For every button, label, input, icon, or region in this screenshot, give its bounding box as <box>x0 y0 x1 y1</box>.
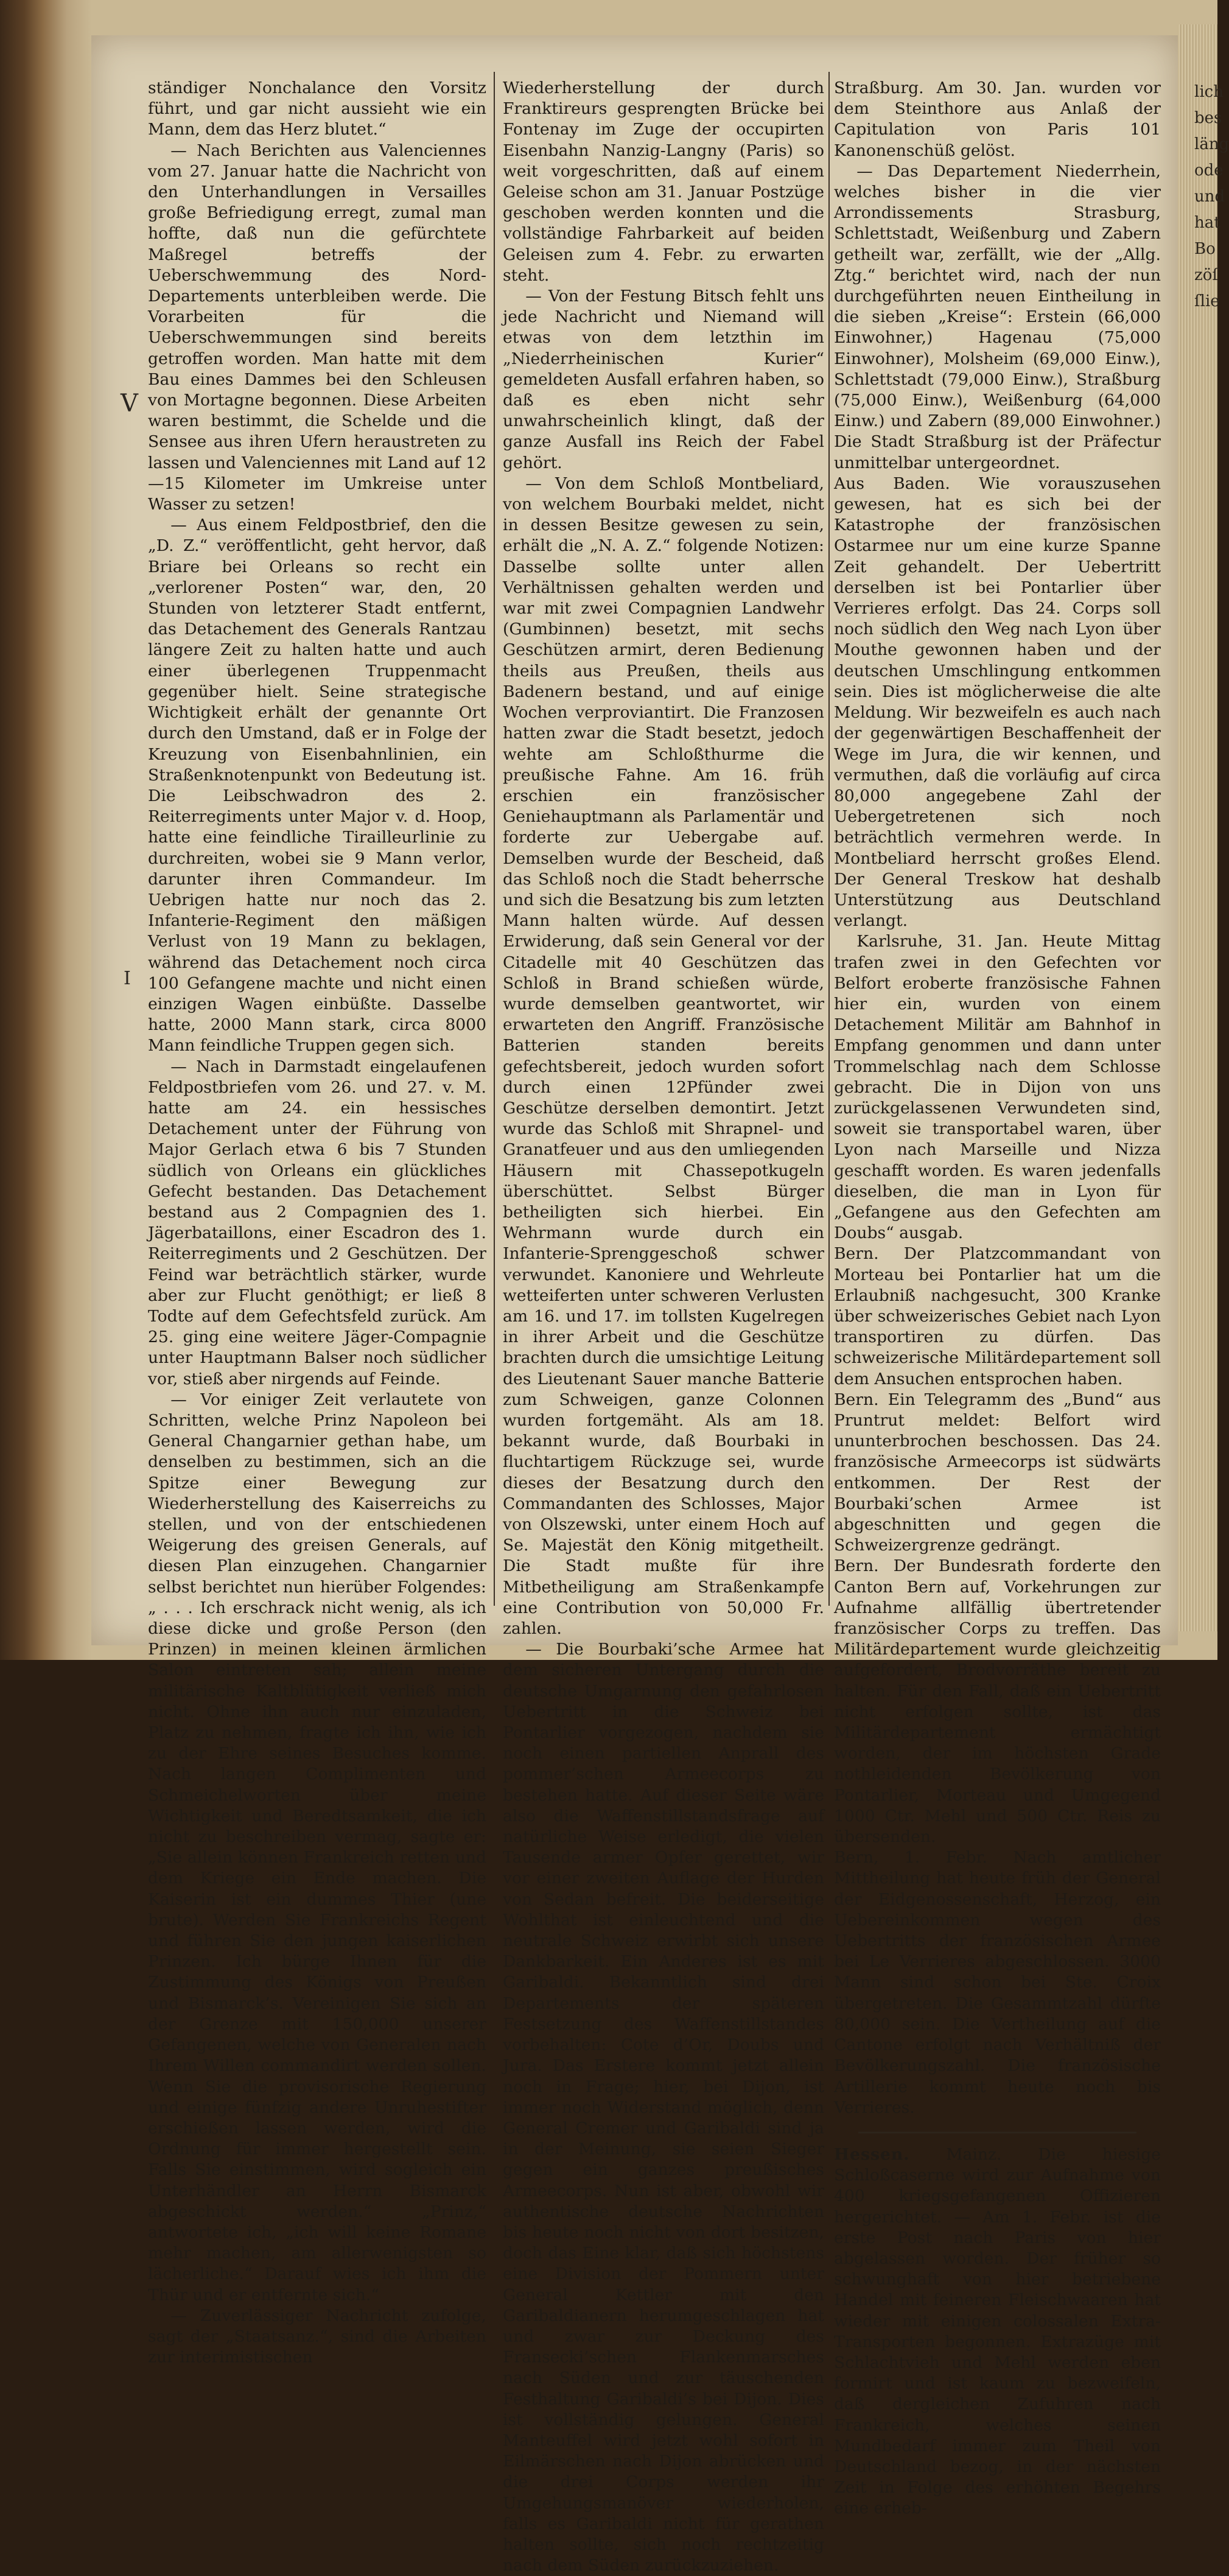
column3-paragraph-2: Aus Baden. Wie vorauszusehen gewesen, hat es sich bei der Katastrophe der französischen Ostarmee nur um eine kurze Spanne Zeit gehandelt. Der Uebertritt derselben ist bei Pontarlier über Verrieres erfolgt. Das 24. Corps soll noch südlich den Weg nach Lyon über Mouthe gewonnen haben und der deutschen Umschlingung entkommen sein. Dies ist möglicherweise die alte Meldung. Wir bezweifeln es auch nach der gegenwärtigen Beschaffenheit der Wege im Jura, die wir kennen, und vermuthen, daß die vorläufig auf circa 80,000 angegebene Zahl der Uebergetretenen sich noch beträchtlich vermehren werde. In Montbeliard herrscht großes Elend. Der General Treskow hat deshalb Unterstützung aus Deutschland verlangt. <box>834 474 1161 931</box>
edge-fragment: hat <box>1194 214 1220 232</box>
edge-fragment: zöſ <box>1194 266 1218 284</box>
column2-paragraph-0: Wiederherstellung der durch Franktireurs gesprengten Brücke bei Fontenay im Zuge der occupirten Eisenbahn Nanzig-Langny (Paris) so weit vorgeschritten, daß auf einem Geleise schon am 31. Januar Postzüge geschoben werden konnten und die vollständige Fahrbarkeit auf beiden Geleisen zum 4. Febr. zu erwarten steht. <box>503 79 824 285</box>
margin-check-mark: V <box>121 390 138 418</box>
column3-paragraph-6: Bern. Der Bundesrath forderte den Canton Bern auf, Vorkehrungen zur Aufnahme allfällig übertretender französischer Corps zu treffen. Das Militärdepartement wurde gleichzeitig aufgefordert, Brodvorräthe bereit zu halten. Für den Fall, daß ein Uebertritt nicht erfolgen sollte, ist das Militärdepartement ermächtigt worden, der im höchsten Grade nothleidenden Bevölkerung von Pontarlier, Morteau und Umgegend 1000 Ctr. Mehl und 500 Ctr. Reis zu übersenden. <box>834 1556 1161 1847</box>
column3-paragraph-5: Bern. Ein Telegramm des „Bund“ aus Pruntrut meldet: Belfort wird ununterbrochen beschossen. Das 24. französische Armeecorps ist südwärts entkommen. Der Rest der Bourbaki’schen Armee ist abgeschnitten und gegen die Schweizergrenze gedrängt. <box>834 1390 1161 1555</box>
margin-tick-mark: I <box>124 968 131 989</box>
column-rule-2 <box>828 72 830 1606</box>
column2-paragraph-3: — Die Bourbaki’sche Armee hat dem sicheren Untergang durch die deutsche Umgarnung den gefahrlosen Uebertritt in die Schweiz bei Pontarlier vorgezogen, nachdem sie noch einen partiellen Anprall des pommer’schen Armeecorps zu bestehen hatte. Auf dieser Seite wäre also die Waffenstillstandsfrage auf natürliche Weise erledigt, die vielen Tausende armer Opfer gerettet, wir vor einer zweiten Auflage der Hurden von Sedan befreit. Die beiderseitige Wohlthat ist einleuchtend und die neutrale Schweiz erwirbt sich unsere Dankbarkeit. Ein Anderes ist es mit Garibaldi. Bekanntlich sind drei Departements der späteren Festsetzung des Waffenstillstandes vorbehalten: Cote d’Or, Doubs und Jura. Das Erstere kommt jetzt allein noch in Frage; hier, bei Dijon, ist immer noch Widerstand möglich, denn General Cremer und Garibaldi sind ja in der Meinung, sie seien Sieger gegen ein ganzes preußisches Armeecorps. Nun ist aber, obwohl wir authentische deutsche Nachrichten bis heute noch nicht von dort besitzen, doch das Eine klar, daß sich höchstens eine Division der Pommern unter General Kettler mit den Garibaldianern herumgeschlagen hat und zwar zur Deckung des Fransecki’schen Flankenmarsches nach Süden und zur täuschenden Festhaltung Garibaldi’s bei Dijon. Dies ist vollständig gelungen. General Manteuffel wird jetzt wohl sofort in Eilmärschen nach Dijon abrücken und die drei Corps werden ihr Umgehungsmanöver wiederholen, falls es Garibaldi nicht für gerathen halten sollte, sich noch rechtzeitig nach dem Süden zurückzuziehen. <box>503 1640 824 2575</box>
column1-paragraph-2: — Aus einem Feldpostbrief, den die „D. Z.“ veröffentlicht, geht hervor, daß Briare bei Orleans so recht ein „verlorener Posten“ war, den, 20 Stunden von letzterer Stadt entfernt, das Detachement des Generals Rantzau längere Zeit zu halten hatte und auch einer überlegenen Truppenmacht gegenüber hielt. Seine strategische Wichtigkeit erhält der genannte Ort durch den Umstand, daß er in Folge der Kreuzung von Eisenbahnlinien, ein Straßenknotenpunkt von Bedeutung ist. Die Leibschwadron des 2. Reiterregiments unter Major v. d. Hoop, hatte eine feindliche Tirailleurlinie zu durchreiten, wobei sie 9 Mann verlor, darunter ihren Commandeur. Im Uebrigen hatte nur noch das 2. Infanterie-Regiment den mäßigen Verlust von 19 Mann zu beklagen, während das Detachement noch circa 100 Gefangene machte und nicht einen einzigen Wagen einbüßte. Dasselbe hatte, 2000 Mann stark, circa 8000 Mann feindliche Truppen gegen sich. <box>148 516 486 1055</box>
hessen-heading: Hessen. <box>834 2144 910 2164</box>
edge-fragment: läng <box>1194 135 1229 153</box>
column1-paragraph-0: ständiger Nonchalance den Vorsitz führt, und gar nicht aussieht wie ein Mann, dem das Herz blutet.“ <box>148 79 486 139</box>
column-3-articles <box>834 78 1161 2118</box>
column1-paragraph-3: — Nach in Darmstadt eingelaufenen Feldpostbriefen vom 26. und 27. v. M. hatte am 24. ein hessisches Detachement unter der Führung von Major Gerlach etwa 6 bis 7 Stunden südlich von Orleans ein glückliches Gefecht bestanden. Das Detachement bestand aus 2 Compagnien des 1. Jägerbataillons, einer Escadron des 1. Reiterregiments und 2 Geschützen. Der Feind war beträchtlich stärker, wurde aber zur Flucht genöthigt; er ließ 8 Todte auf dem Gefechtsfeld zurück. Am 25. ging eine weitere Jäger-Compagnie unter Hauptmann Balser noch südlicher vor, stieß aber nirgends auf Feinde. <box>148 1057 486 1388</box>
section-divider <box>858 2132 1136 2133</box>
column2-paragraph-1: — Von der Festung Bitsch fehlt uns jede Nachricht und Niemand will etwas von dem letzthin im „Niederrheinischen Kurier“ gemeldeten Ausfall erfahren haben, so daß es eben nicht sehr unwahrscheinlich klingt, daß der ganze Ausfall ins Reich der Fabel gehört. <box>503 287 824 472</box>
column3-paragraph-1: — Das Departement Niederrhein, welches bisher in die vier Arrondissements Strasburg, Schlettstadt, Weißenburg und Zabern getheilt war, zerfällt, wie der „Allg. Ztg.“ berichtet wird, nach der nun durchgeführten neuen Eintheilung in die sieben „Kreise“: Erstein (66,000 Einwohner,) Hagenau (75,000 Einwohner), Molsheim (69,000 Einw.), Schlettstadt (79,000 Einw.), Straßburg (75,000 Einw.), Weißenburg (64,000 Einw.) und Zabern (89,000 Einwohner.) Die Stadt Straßburg ist der Präfectur unmittelbar untergeordnet. <box>834 161 1161 472</box>
column1-paragraph-4: — Vor einiger Zeit verlautete von Schritten, welche Prinz Napoleon bei General Changarnier gethan habe, um denselben zu bestimmen, sich an die Spitze einer Bewegung zur Wiederherstellung des Kaiserreichs zu stellen, und von der entschiedenen Weigerung des greisen Generals, auf diesen Plan einzugehen. Changarnier selbst berichtet nun hierüber Folgendes: „ . . . Ich erschrack nicht wenig, als ich diese dicke und große Person (den Prinzen) in meinen kleinen ärmlichen Salon eintreten sah; allein meine militärische Kaltblütigkeit verließ mich nicht. Ohne ihn auch nur einzuladen, Platz zu nehmen, fragte ich ihn, wie ich zu der Ehre seines Besuches komme. Nach langen Complimenten und Schmeichelworten über meine Wichtigkeit und Beredtsamkeit, die ich nicht zu beschreiben vermag, sagte er: „Sie allein können Frankreich retten und dem Kriege ein Ende machen. Die Kaiserin ist ein dummes Thier (une brute). Werden Sie Frankreichs Regent und führen Sie den jungen kaiserlichen Prinzen. Ich bürge Ihnen für die Zustimmung des Königs von Preußen und Bismarck’s. Vereinigen Sie sich an der Grenze mit 150,000 unserer Gefangenen, welche von Generalen nach Ihrem Willen commandirt werden sollen. Wenn Sie die provisorische Regierung und einige fünfzig andere Unruhestifter erschießen lassen werden, wird die Ordnung für immer hergestellt sein. Falls Sie einstimmen, wird sogleich ein Unterhändler an Herrn Bismarck abgeschickt werden.“ „Prinz,“ antwortete ich, „ich will keine Romane mehr machen, am allerwenigsten so lächerliche.“ Darauf wies ich ihm die Thür und er entfernte sich.“ <box>148 1390 486 2305</box>
column-rule-1 <box>494 72 495 1606</box>
column3-paragraph-3: Karlsruhe, 31. Jan. Heute Mittag trafen zwei in den Gefechten vor Belfort eroberte französische Fahnen hier ein, wurden von einem Detachement Militär am Bahnhof in Empfang genommen und dann unter Trommelschlag nach dem Schlosse gebracht. Die in Dijon von uns zurückgelassenen Verwundeten sind, soweit sie transportabel waren, über Lyon nach Marseille und Nizza geschafft worden. Es waren jedenfalls dieselben, die man in Lyon für „Gefangene aus den Gefechten am Doubs“ ausgab. <box>834 932 1161 1243</box>
column-2 <box>503 78 824 2576</box>
column-3 <box>834 78 1161 2519</box>
next-page-fragments <box>1194 79 1229 315</box>
hessen-article <box>834 2144 1161 2519</box>
edge-fragment: ſlie <box>1194 292 1220 310</box>
column2-paragraph-2: — Von dem Schloß Montbeliard, von welchem Bourbaki meldet, nicht in dessen Besitze gewesen zu sein, erhält die „N. A. Z.“ folgende Notizen: Dasselbe sollte unter allen Verhältnissen gehalten werden und war mit zwei Compagnien Landwehr (Gumbinnen) besetzt, mit sechs Geschützen armirt, deren Bedienung theils aus Preußen, theils aus Badenern bestand, und auf einige Wochen verproviantirt. Die Franzosen hatten zwar die Stadt besetzt, jedoch wehte am Schloßthurme die preußische Fahne. Am 16. früh erschien ein französischer Geniehauptmann als Parlamentär und forderte zur Uebergabe auf. Demselben wurde der Bescheid, daß das Schloß noch die Stadt beherrsche und sich die Besatzung bis zum letzten Mann halten würde. Auf dessen Erwiderung, daß sein General vor der Citadelle mit 40 Geschützen das Schloß in Brand schießen würde, wurde demselben geantwortet, wir erwarteten den Angriff. Französische Batterien standen bereits gefechtsbereit, jedoch wurden sofort durch einen 12Pfünder zwei Geschütze derselben demontirt. Jetzt wurde das Schloß mit Shrapnel- und Granatfeuer und aus den umliegenden Häusern mit Chassepotkugeln überschüttet. Selbst Bürger betheiligten sich hierbei. Ein Wehrmann wurde durch ein Infanterie-Sprenggeschoß schwer verwundet. Kanoniere und Wehrleute wetteiferten unter schweren Verlusten am 16. und 17. im tollsten Kugelregen in ihrer Arbeit und die Geschütze brachten durch die umsichtige Leitung des Lieutenant Sauer manche Batterie zum Schweigen, ganze Colonnen wurden fortgemäht. Als am 18. bekannt wurde, daß Bourbaki in fluchtartigem Rückzuge sei, wurde dieses der Besatzung durch den Commandanten des Schlosses, Major von Olszewski, unter einem Hoch auf Se. Majestät den König mitgetheilt. Die Stadt mußte für ihre Mitbetheiligung am Straßenkampfe eine Contribution von 50,000 Fr. zahlen. <box>503 474 824 1639</box>
edge-fragment: lich <box>1194 83 1224 101</box>
column1-paragraph-1: — Nach Berichten aus Valenciennes vom 27. Januar hatte die Nachricht von den Unterhandlungen in Versailles große Befriedigung erregt, zumal man hoffte, daß nun die gefürchtete Maßregel betreffs der Ueberschwemmung des Nord-Departements unterbleiben werde. Die Vorarbeiten für die Ueberschwemmungen sind bereits getroffen worden. Man hatte mit dem Bau eines Dammes bei den Schleusen von Mortagne begonnen. Diese Arbeiten waren bestimmt, die Schelde und die Sensee aus ihren Ufern heraustreten zu lassen und Valenciennes mit Land auf 12—15 Kilometer im Umkreise unter Wasser zu setzen! <box>148 141 486 514</box>
edge-fragment: und <box>1194 187 1225 206</box>
column3-paragraph-0: Straßburg. Am 30. Jan. wurden vor dem Steinthore aus Anlaß der Capitulation von Paris 101 Kanonenschüß gelöst. <box>834 79 1161 160</box>
hessen-text: Mainz. Die hiesige Schloßcaserne wird zur Aufnahme von 400 kriegsgefangenen Offizieren hergerichtet. — Am 1. Febr. ist die erste Post nach Paris von hier abgelassen worden. Der früher so schwunghaft von hier betriebene Handel mit feineren Fleischwaaren hat wieder mit einigen colossalen Extra-Transporten begonnen. Extrazüge mit Schlachtvieh und Mehl werden eben formirt und ist kaum zu bezweifeln, daß dergleichen Zufuhren nach Frankreich, welches seinen Mundbedarf immer zum Theil von Deutschland bezog, in der nächsten Zeit in Folge des erhöhten Begehrs eine erheb- <box>834 2144 1161 2518</box>
edge-fragment: ode <box>1194 161 1224 180</box>
edge-fragment: Bo <box>1194 240 1216 258</box>
column-1 <box>148 78 486 2368</box>
edge-fragment: bes <box>1194 109 1222 127</box>
column3-paragraph-7: Bern, 1. Febr. Nach amtlicher Mittheilung hat heute früh der General der Eidgenossenschaft, Herzog, ein Uebereinkommen wegen des Uebertritts der französischen Armee bei Le Verrieres abgeschlossen. 3000 Mann sind schon bei Ste. Croix übergetreten. Die Gesammtzahl dürfte 80,000 sein. Die Vertheilung auf die Cantone erfolgt nach Verhältniß der Bevölkerungszahl. Die französische Artillerie kommt heute noch bis Verrieres. <box>834 1848 1161 2117</box>
column1-paragraph-5: — Zuverlässiger Nachricht zufolge, sagt der „Staatsanz.“, sind die Arbeiten zur interimistischen <box>148 2306 486 2367</box>
column3-paragraph-4: Bern. Der Platzcommandant von Morteau bei Pontarlier hat um die Erlaubniß nachgesucht, 300 Kranke über schweizerisches Gebiet nach Lyon transportiren zu dürfen. Das schweizerische Militärdepartement soll dem Ansuchen entsprochen haben. <box>834 1244 1161 1388</box>
